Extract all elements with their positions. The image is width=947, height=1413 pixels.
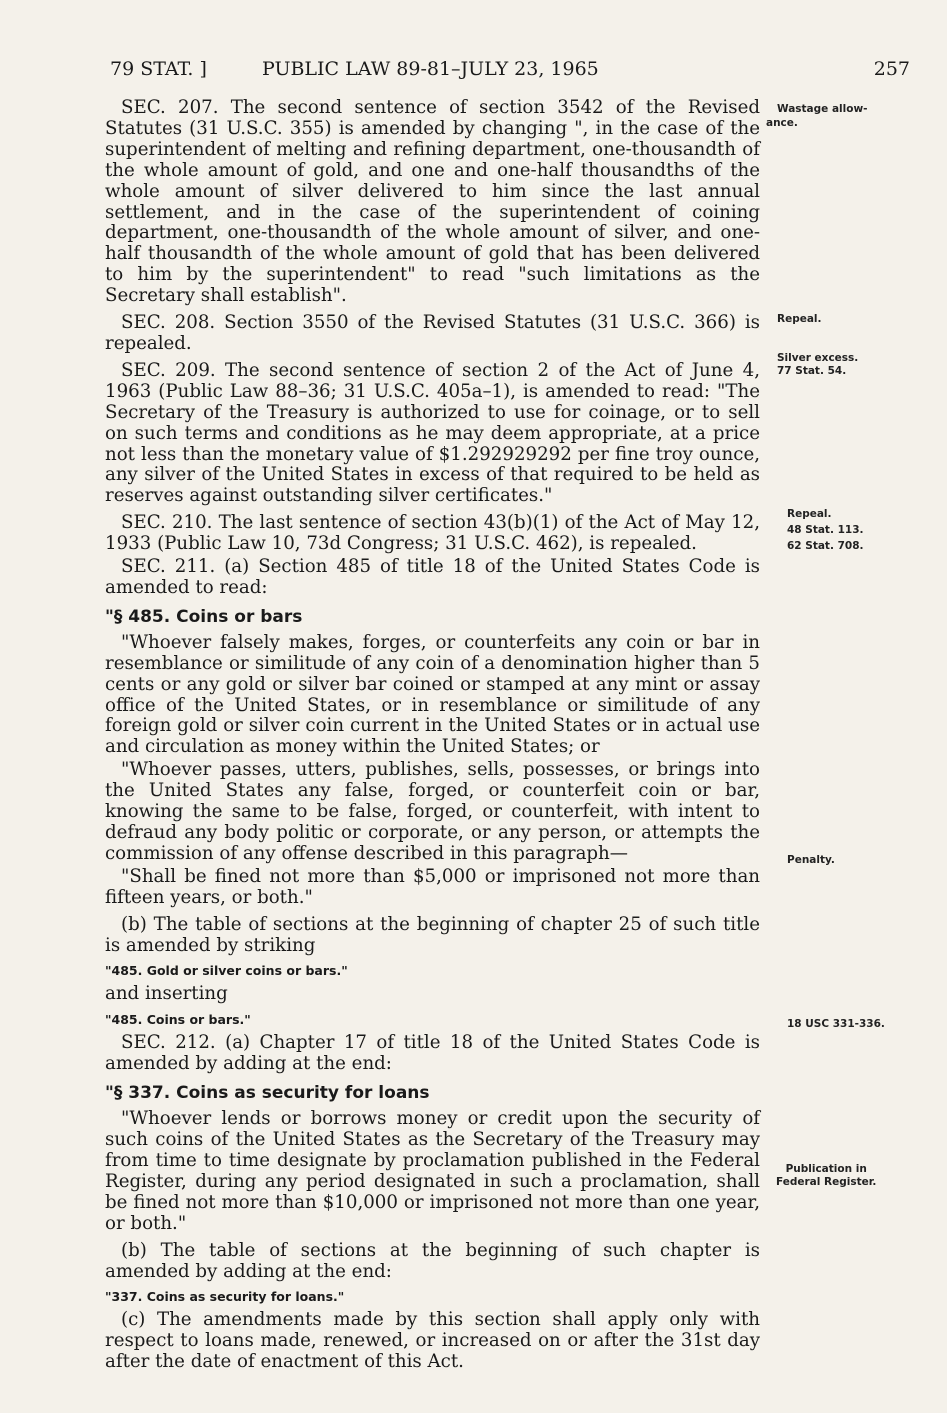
section-211-b: (b) The table of sections at the beginning of chapter 25 of such title is amended by striking <box>105 913 760 956</box>
margin-note-wastage: Wastage allow- <box>777 103 868 115</box>
section-212-b: (b) The table of sections at the beginning of such chapter is amended by adding at the end: <box>105 1239 760 1282</box>
section-337-text: "Whoever lends or borrows money or credit upon the security of such coins of the United States as the Secretary of the Treasury may from time to time designate by proclamation published in the Federal Register, during any period designated in such a proclamation, shall be fined not more than $10,000 or imprisoned not more than one year, or both." <box>105 1108 760 1234</box>
section-208: SEC. 208. Section 3550 of the Revised Statutes (31 U.S.C. 366) is repealed. <box>105 312 760 354</box>
section-210: SEC. 210. The last sentence of section 43(b)(1) of the Act of May 12, 1933 (Public Law 10, 73d Congress; 31 U.S.C. 462), is repealed. <box>105 512 760 555</box>
statute-volume: 79 STAT. ] <box>110 58 207 80</box>
section-337-heading: "§ 337. Coins as security for loans <box>105 1083 430 1104</box>
margin-note-repeal-2: Repeal. 48 Stat. 113. 62 Stat. 708. <box>787 508 864 552</box>
section-209: SEC. 209. The second sentence of section 2 of the Act of June 4, 1963 (Public Law 88–36; 31 U.S.C. 405a–1), is amended to read: "The Secretary of the Treasury is authorized to use for coinage, or to sell on such terms and conditions as he may deem appropriate, at a price not less than the monetary value of $1.292929292 per fine troy ounce, any silver of the United States in excess of that required to be held as reserves against outstanding silver certificates." <box>105 359 760 507</box>
section-485-heading: "§ 485. Coins or bars <box>105 606 303 627</box>
section-485-penalty: "Shall be fined not more than $5,000 or imprisoned not more than fifteen years, or both." <box>105 865 760 908</box>
section-485-paragraph-2: "Whoever passes, utters, publishes, sells, possesses, or brings into the United States any false, forged, or counterfeit coin or bar, knowing the same to be false, forged, or counterfeit, with intent to defraud any body politic or corporate, or any person, or attempts the commission of any offense described in this paragraph— <box>105 759 760 864</box>
header-title: PUBLIC LAW 89-81–JULY 23, 1965 <box>262 58 599 80</box>
struck-table-entry: "485. Gold or silver coins or bars." <box>105 963 348 979</box>
margin-note-silver-excess: Silver excess. 77 Stat. 54. <box>777 352 859 377</box>
running-header <box>110 58 910 86</box>
margin-note-penalty: Penalty. <box>787 854 835 866</box>
margin-note-repeal: Repeal. <box>777 313 822 325</box>
and-inserting: and inserting <box>105 983 228 1005</box>
section-485-paragraph-1: "Whoever falsely makes, forges, or counterfeits any coin or bar in resemblance or similitude of any coin of a denomination higher than 5 cents or any gold or silver bar coined or stamped at any mint or assay office of the United States, or in resemblance or similitude of any foreign gold or silver coin current in the United States or in actual use and circulation as money within the United States; or <box>105 631 760 758</box>
margin-note-wastage-cont: ance. <box>766 117 798 129</box>
section-207: SEC. 207. The second sentence of section 3542 of the Revised Statutes (31 U.S.C. 355) is amended by changing ", in the case of the superintendent of melting and refining department, one-thousandth of the whole amount of gold, and one and one-half thousandths of the whole amount of silver delivered to him since the last annual settlement, and in the case of the superintendent of coining department, one-thousandth of the whole amount of silver, and one-half thousandth of the whole amount of gold that has been delivered to him by the superintendent" to read "such limitations as the Secretary shall establish". <box>105 97 760 307</box>
section-211-a: SEC. 211. (a) Section 485 of title 18 of the United States Code is amended to read: <box>105 556 760 598</box>
added-table-entry: "337. Coins as security for loans." <box>105 1289 345 1305</box>
section-212-c: (c) The amendments made by this section shall apply only with respect to loans made, renewed, or increased on or after the 31st day after the date of enactment of this Act. <box>105 1309 760 1373</box>
statute-body <box>105 98 760 1379</box>
margin-note-publication: Publication in Federal Register. <box>776 1163 877 1188</box>
margin-note-usc: 18 USC 331-336. <box>787 1018 885 1030</box>
section-212-a: SEC. 212. (a) Chapter 17 of title 18 of the United States Code is amended by adding at the end: <box>105 1032 760 1075</box>
page-number: 257 <box>873 58 910 80</box>
inserted-table-entry: "485. Coins or bars." <box>105 1012 251 1028</box>
